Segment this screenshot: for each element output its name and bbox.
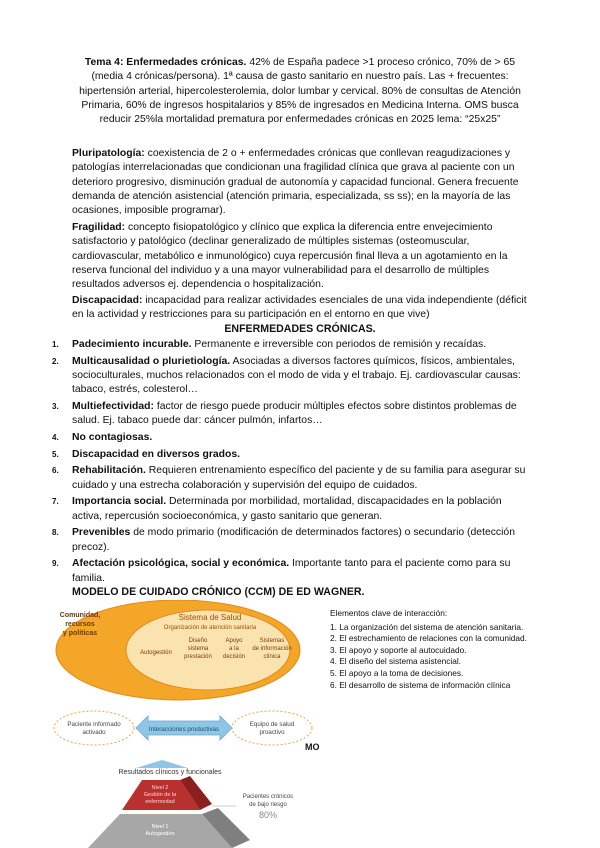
level1-label-line: Nivel 1 <box>151 824 169 830</box>
patient-ellipse <box>54 711 134 745</box>
item-term: No contagiosas. <box>72 431 153 443</box>
apoyo-label-line: a la <box>229 646 239 652</box>
item-number: 5. <box>52 449 59 459</box>
item-term: Discapacidad en diversos grados. <box>72 448 241 460</box>
sistemas-label-line: Sistemas <box>259 638 285 644</box>
level2-label-line: Gestión de la <box>143 792 177 798</box>
low-risk-label-line: Pacientes crónicos <box>242 794 294 800</box>
characteristics-list <box>52 338 532 588</box>
item-term: Multicausalidad o plurietiología. <box>72 355 231 367</box>
item-number: 8. <box>52 528 59 538</box>
list-item <box>52 526 532 555</box>
item-number: 1. <box>52 340 59 349</box>
item-term: Padecimiento incurable. <box>72 339 192 350</box>
autogestion-label: Autogestión <box>140 650 172 656</box>
list-item: 3. El apoyo y soporte al autocuidado. <box>330 644 467 655</box>
item-number: 7. <box>52 497 59 507</box>
item-text: Determinada por morbilidad, mortalidad, discapacidades en la población activa, repercusión socioeconómica, y gasto sanitario que generan. <box>72 496 502 522</box>
mo-label: MO <box>305 742 320 752</box>
intro-paragraph <box>72 56 528 127</box>
community-label-line: recursos <box>65 621 95 628</box>
item-term: Importancia social. <box>72 496 167 508</box>
item-term: Rehabilitación. <box>72 465 146 477</box>
level1-label-line: Autogestión <box>145 831 175 837</box>
item-number: 6. <box>52 466 59 476</box>
item-term: Multiefectividad: <box>72 400 154 412</box>
team-label-line: Equipo de salud <box>249 721 295 728</box>
results-arrowhead <box>136 760 188 768</box>
intro-text: 42% de España padece >1 proceso crónico, 70% de > 65 (media 4 crónicas/persona). 1ª causa de gasto sanitario en nuestro país. Las + frecuentes: hipertensión arterial, hipercolesterolemia, dolor lumbar y cervical. 80% de consultas de Atención Primaria, 60% de ingresos hospitalarios y 85% de ingresados en Medicina Interna. OMS busca reducir 25%la mortalidad prematura por enfermedades crónicas en 2025 lema: “25x25” <box>79 57 521 126</box>
health-system-label: Sistema de Salud <box>178 613 242 622</box>
diseno-label-line: prestación <box>184 654 212 660</box>
item-text: Requieren entrenamiento específico del paciente y de su familia para asegurar su cuidado y una estrecha colaboración y supervisión del equipo de cuidados. <box>72 465 526 491</box>
list-item: 6. El desarrollo de sistema de información clínica <box>330 679 511 690</box>
team-label-line: proactivo <box>259 729 285 736</box>
list-item: 5. El apoyo a la toma de decisiones. <box>330 667 464 678</box>
sistemas-label-line: de información <box>252 646 292 652</box>
item-text: Importante tanto para el paciente como para su familia. <box>72 558 511 584</box>
list-item <box>52 448 532 462</box>
item-term: Prevenibles <box>72 527 131 539</box>
definition-text: concepto fisiopatológico y clínico que explica la diferencia entre envejecimiento satisfactorio y patológico (declinar generalizado de múltiples sistemas (osteomuscular, cardiovascular, metabólico e inmunológico) cuya repercusión final lleva a un agotamiento en la reserva funcional del individuo y a una mayor vulnerabilidad para el desarrollo de múltiples resultados adversos ej. dependencia o hospitalización. <box>72 222 508 291</box>
definition-term: Discapacidad: <box>72 295 143 306</box>
key-elements-items <box>330 622 540 692</box>
list-item <box>52 431 532 445</box>
list-item: 4. El diseño del sistema asistencial. <box>330 656 461 667</box>
item-text: factor de riesgo puede producir múltiples efectos sobre distintos problemas de salud. Ej. tabaco puede dar: cáncer pulmón, infartos… <box>72 400 517 427</box>
low-risk-percentage: 80% <box>258 810 278 820</box>
item-number: 9. <box>52 559 59 569</box>
definition-text: incapacidad para realizar actividades esenciales de una vida independiente (déficit en la actividad y restricciones para su participación en el entorno en que vive) <box>72 295 527 321</box>
section-heading: ENFERMEDADES CRÓNICAS. <box>224 323 376 335</box>
item-text: de modo primario (modificación de determinados factores) o secundario (detección precoz). <box>72 527 515 553</box>
patient-label-line: activado <box>82 729 106 736</box>
item-text: Permanente e irreversible con periodos de remisión y recaídas. <box>191 339 487 350</box>
list-item <box>52 400 532 429</box>
list-item <box>52 355 532 398</box>
community-label-line: Comunidad, <box>59 612 101 619</box>
diseno-label-line: Diseño <box>188 638 208 644</box>
definition-pluripatologia <box>72 147 532 218</box>
list-item <box>52 464 532 493</box>
item-number: 4. <box>52 432 59 442</box>
diseno-label-line: sistema <box>187 646 209 652</box>
level2-label-line: enfermedad <box>145 799 175 805</box>
list-item <box>52 557 532 586</box>
results-label: Resultados clínicos y funcionales <box>118 769 222 776</box>
health-org-label: Organización de atención sanitaria <box>163 625 257 631</box>
definition-fragilidad <box>72 221 532 292</box>
team-ellipse <box>232 711 312 745</box>
definition-discapacidad <box>72 294 532 323</box>
sistemas-label-line: clínica <box>263 654 281 660</box>
ccm-diagram <box>50 600 320 848</box>
list-item: 1. La organización del sistema de atención sanitaria. <box>330 621 524 632</box>
intro-title: Tema 4: Enfermedades crónicas. <box>84 57 247 68</box>
level2-label-line: Nivel 2 <box>151 785 169 791</box>
community-label-line: y políticas <box>62 630 98 637</box>
definition-text: coexistencia de 2 o + enfermedades crónicas que conllevan reagudizaciones y patologías interrelacionadas que condicionan una fragilidad clínica que grava al paciente con un deterioro progresivo, disminución gradual de autonomía y capacidad funcional. Genera frecuente demanda de atención asistencial (atención primaria, especializada, ss ss); en la mayoría de las ocasiones, imposible programar). <box>72 148 519 217</box>
key-elements-list <box>330 608 540 691</box>
ccm-title: MODELO DE CUIDADO CRÓNICO (CCM) DE ED WAGNER. <box>72 586 365 598</box>
definition-term: Fragilidad: <box>72 222 126 233</box>
item-text: Asociadas a diversos factores químicos, físicos, ambientales, socioculturales, muchos relacionados con el modo de vida y el trabajo. Ej. cardiovascular causas: tabaco, estrés, colesterol… <box>72 355 521 396</box>
apoyo-label-line: Apoyo <box>225 638 243 644</box>
item-number: 3. <box>52 401 59 411</box>
low-risk-label-line: de bajo riesgo <box>249 802 287 808</box>
item-number: 2. <box>52 356 59 366</box>
apoyo-label-line: decisión <box>222 654 246 660</box>
interactions-label: Interacciones productivas <box>148 726 220 733</box>
key-elements-title: Elementos clave de interacción: <box>330 608 448 618</box>
definition-term: Pluripatología: <box>72 148 145 159</box>
patient-label-line: Paciente informado <box>67 721 121 728</box>
list-item <box>52 338 532 352</box>
item-term: Afectación psicológica, social y económica. <box>72 558 290 570</box>
list-item <box>52 495 532 524</box>
list-item: 2. El estrechamiento de relaciones con la comunidad. <box>330 633 527 644</box>
